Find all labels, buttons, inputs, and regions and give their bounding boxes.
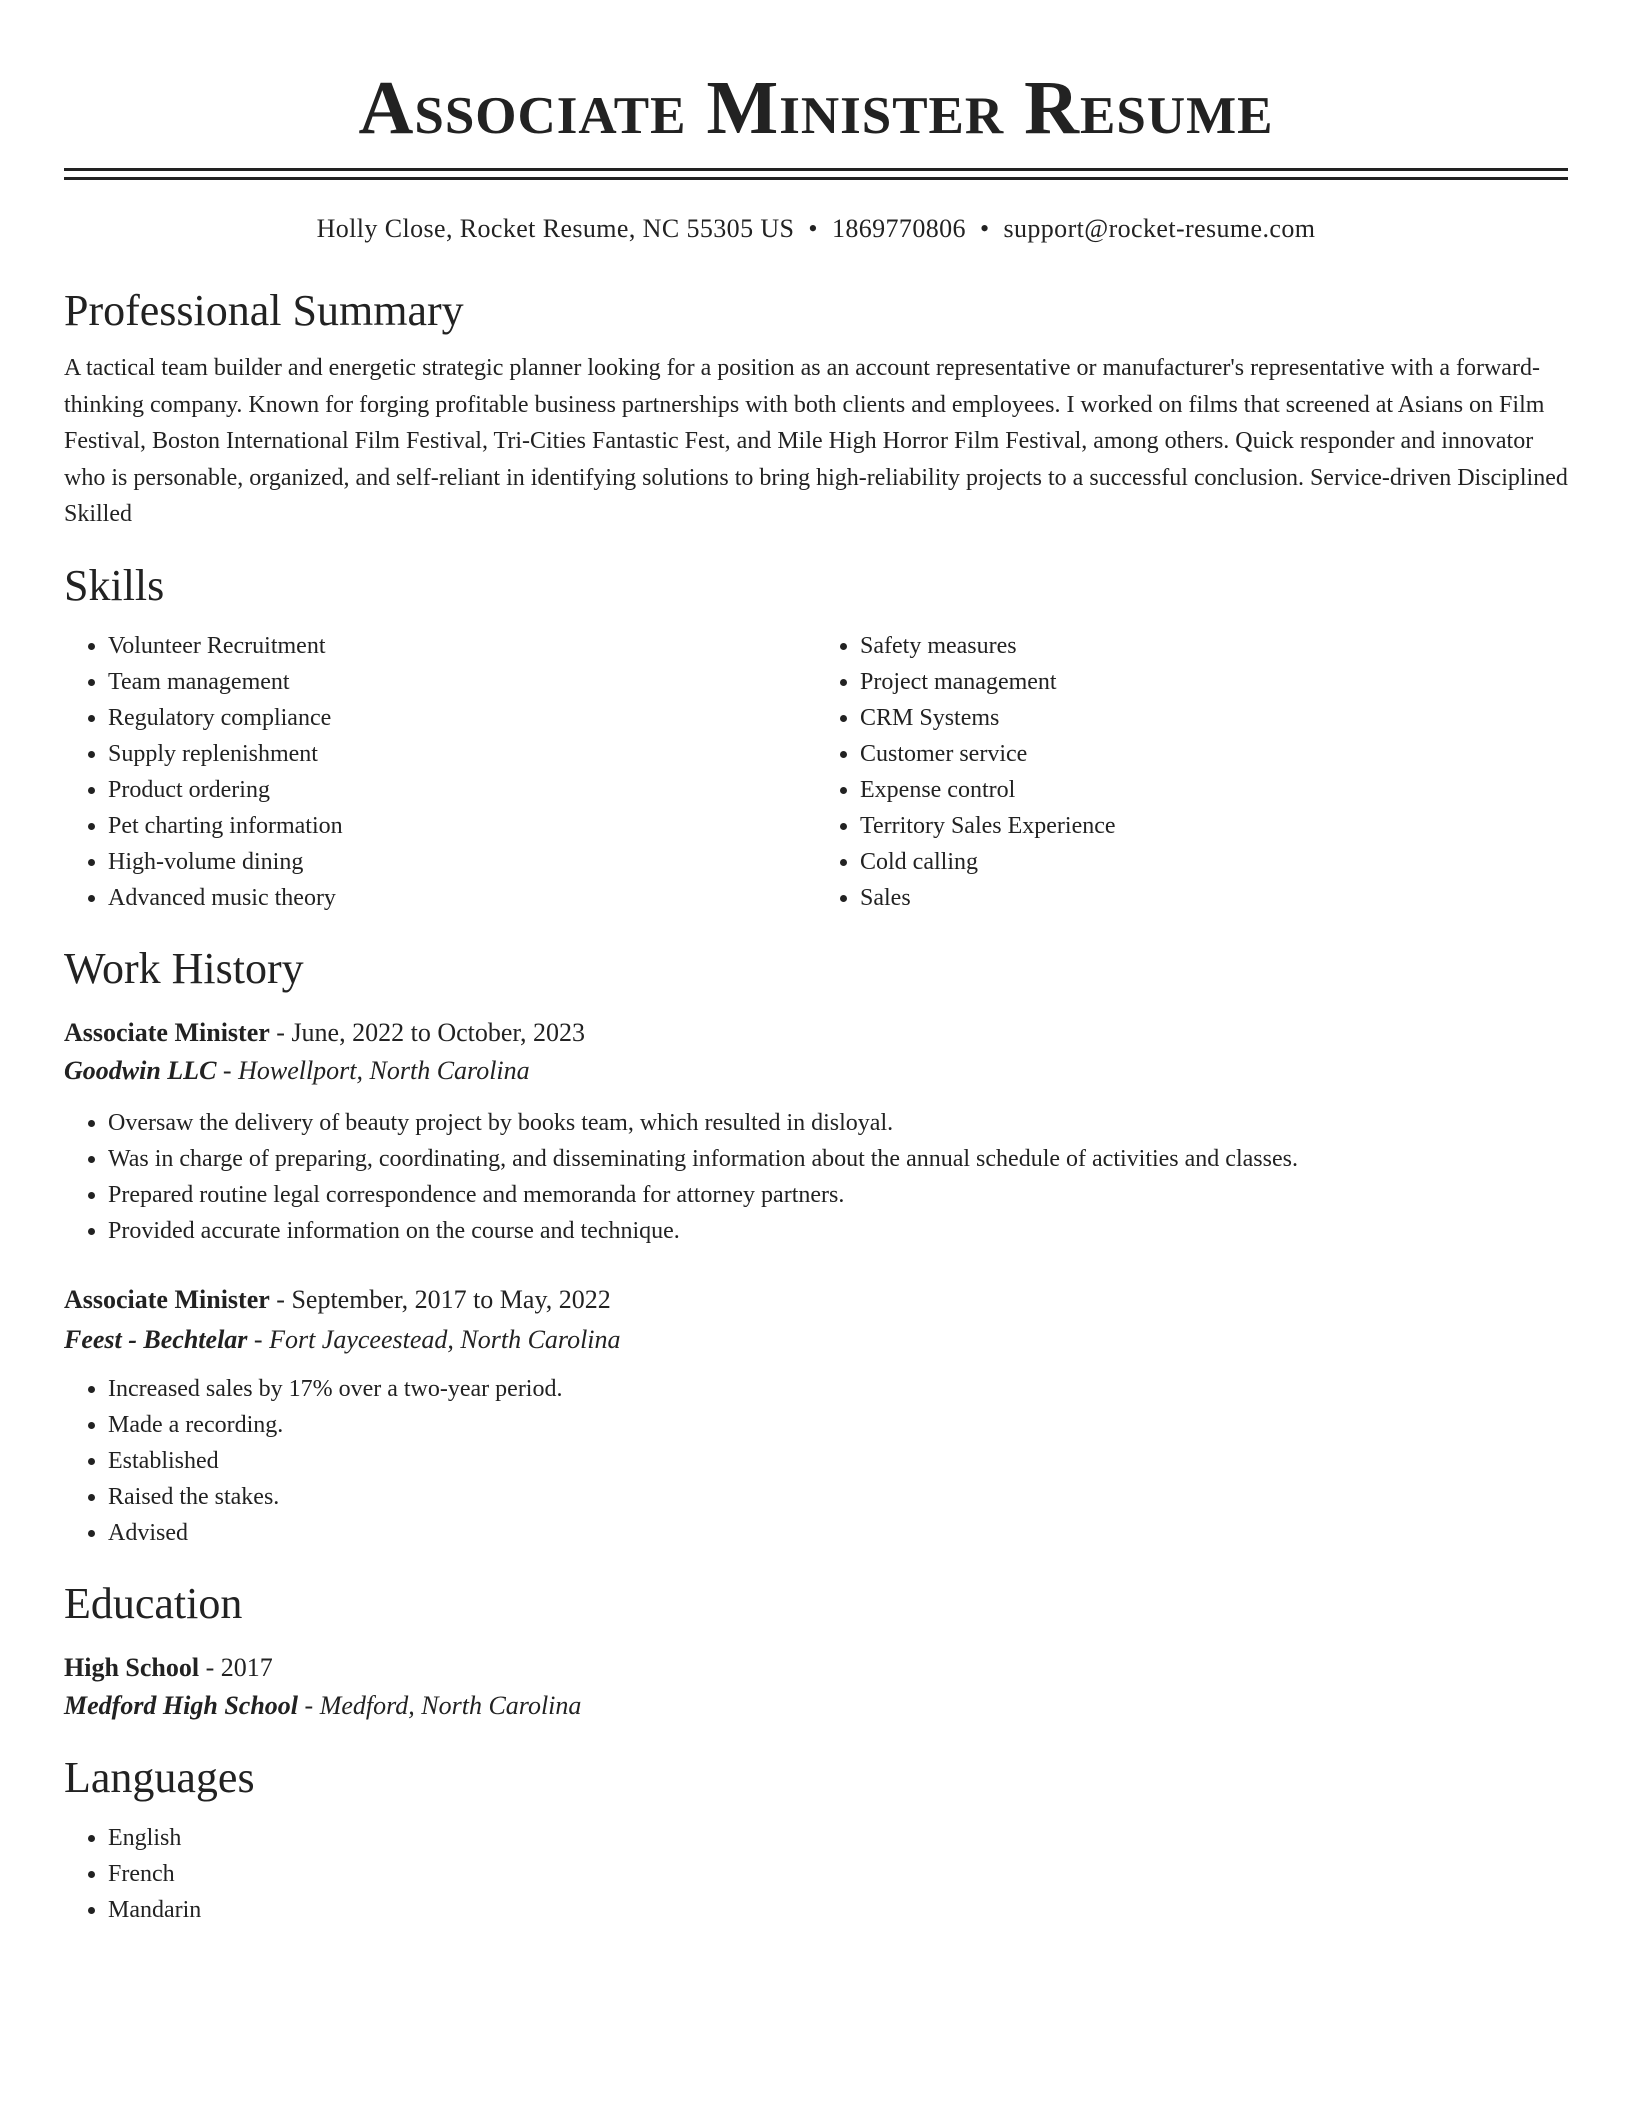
education-year: - 2017 [199, 1652, 273, 1682]
job-title-line [64, 1014, 1568, 1052]
skill-item: • Regulatory compliance [108, 700, 816, 736]
skill-item: • Customer service [860, 736, 1568, 772]
skills-list-left [64, 628, 816, 916]
skills-columns [64, 628, 1568, 916]
job-bullets [64, 1105, 1568, 1249]
skill-item: • Safety measures [860, 628, 1568, 664]
resume-title: Associate Minister Resume [358, 66, 1274, 150]
skills-heading: Skills [64, 560, 165, 610]
skill-item: • CRM Systems [860, 700, 1568, 736]
bullet-separator-icon: • [808, 214, 818, 243]
job-title: Associate Minister [64, 1017, 270, 1047]
job-company: Feest - Bechtelar [64, 1324, 248, 1354]
job-dates: - September, 2017 to May, 2022 [269, 1284, 611, 1314]
contact-phone: 1869770806 [831, 214, 966, 243]
job-company-line [64, 1321, 1568, 1359]
job-location: - Howellport, North Carolina [216, 1055, 530, 1085]
skill-item: • Sales [860, 880, 1568, 916]
contact-address: Holly Close, Rocket Resume, NC 55305 US [316, 214, 795, 243]
job-company-line [64, 1052, 1568, 1090]
education-heading: Education [64, 1578, 243, 1628]
job-title: Associate Minister [64, 1284, 270, 1314]
skill-item: • Supply replenishment [108, 736, 816, 772]
job-bullet: • Made a recording. [108, 1407, 1568, 1443]
education-location: - Medford, North Carolina [298, 1690, 582, 1720]
job-bullet: • Oversaw the delivery of beauty project by books team, which resulted in disloyal. [108, 1105, 1568, 1141]
skill-item: • Territory Sales Experience [860, 808, 1568, 844]
languages-list [64, 1820, 1568, 1928]
languages-heading: Languages [64, 1752, 255, 1802]
summary-text: A tactical team builder and energetic strategic planner looking for a position as an account representative or manufacturer's representative with a forward-thinking company. Known for forging profitable business partnerships with both clients and employees. I worked on films that screened at Asians on Film Festival, Boston International Film Festival, Tri-Cities Fantastic Fest, and Mile High Horror Film Festival, among others. Quick responder and innovator who is personable, organized, and self-reliant in identifying solutions to bring high-reliability projects to a successful conclusion. Service-driven Disciplined Skilled [64, 355, 1568, 527]
language-item: • English [108, 1820, 1568, 1856]
work-history-heading: Work History [64, 943, 304, 993]
summary-heading: Professional Summary [64, 286, 464, 335]
skill-item: • Product ordering [108, 772, 816, 808]
education-degree-line [64, 1649, 1568, 1687]
contact-line [64, 212, 1568, 246]
skill-item: • Volunteer Recruitment [108, 628, 816, 664]
education-degree: High School [64, 1652, 200, 1682]
language-item: • Mandarin [108, 1892, 1568, 1928]
job-bullet: • Provided accurate information on the course and technique. [108, 1213, 1568, 1249]
contact-email: support@rocket-resume.com [1003, 214, 1316, 243]
title-double-rule [64, 168, 1568, 180]
skill-item: • High-volume dining [108, 844, 816, 880]
job-location: - Fort Jayceestead, North Carolina [247, 1324, 621, 1354]
skill-item: • Pet charting information [108, 808, 816, 844]
skills-list-right [816, 628, 1568, 916]
job-company: Goodwin LLC [64, 1055, 217, 1085]
skill-item: • Project management [860, 664, 1568, 700]
resume-page [64, 0, 1568, 1928]
job-bullet: • Was in charge of preparing, coordinating, and disseminating information about the annual schedule of activities and classes. [108, 1141, 1568, 1177]
language-item: • French [108, 1856, 1568, 1892]
education-school-line [64, 1687, 1568, 1725]
skill-item: • Advanced music theory [108, 880, 816, 916]
job-title-line [64, 1281, 1568, 1319]
education-school: Medford High School [64, 1690, 299, 1720]
job-bullet: • Established [108, 1443, 1568, 1479]
job-dates: - June, 2022 to October, 2023 [269, 1017, 586, 1047]
skill-item: • Cold calling [860, 844, 1568, 880]
job-bullets [64, 1371, 1568, 1551]
job-bullet: • Raised the stakes. [108, 1479, 1568, 1515]
skill-item: • Expense control [860, 772, 1568, 808]
job-bullet: • Prepared routine legal correspondence and memoranda for attorney partners. [108, 1177, 1568, 1213]
job-bullet: • Advised [108, 1515, 1568, 1551]
job-bullet: • Increased sales by 17% over a two-year period. [108, 1371, 1568, 1407]
skill-item: • Team management [108, 664, 816, 700]
bullet-separator-icon: • [979, 214, 990, 243]
